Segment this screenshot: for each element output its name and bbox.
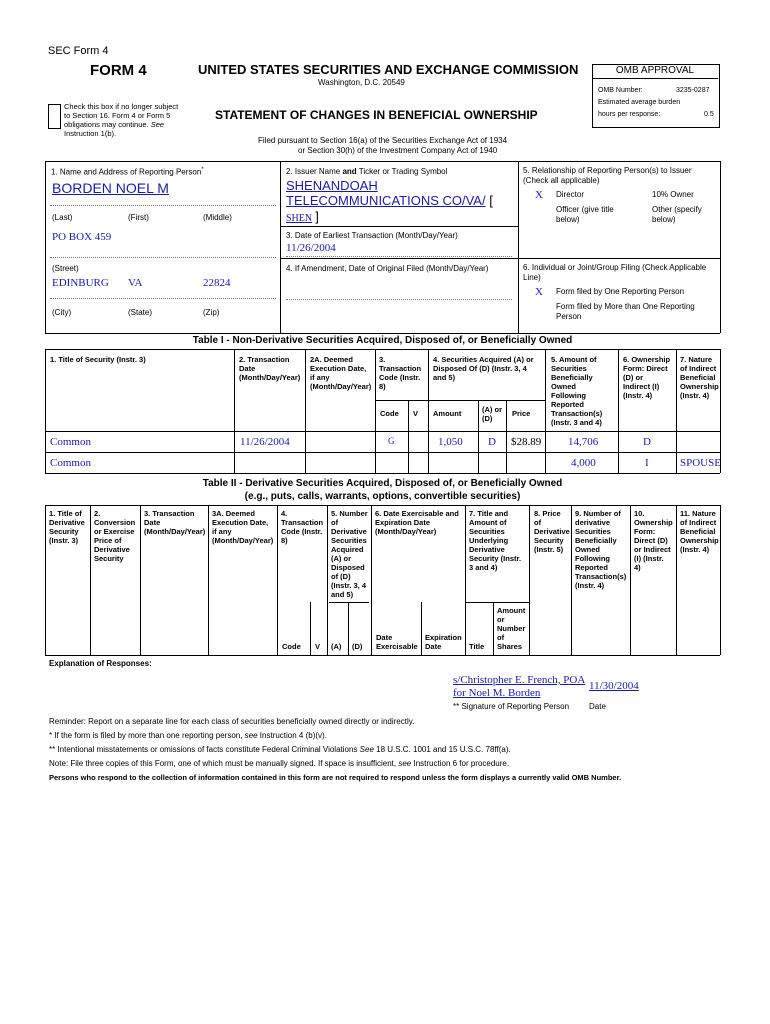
officer-label: Officer (give title below): [556, 205, 614, 224]
t2-col-date: 3. Transaction Date (Month/Day/Year): [144, 509, 206, 536]
issuer-name-link-line2[interactable]: TELECOMMUNICATIONS CO/VA/: [286, 193, 486, 208]
table1-title: Table I - Non-Derivative Securities Acquired, Disposed of, or Beneficially Owned: [192, 335, 573, 346]
earliest-transaction-label: 3. Date of Earliest Transaction (Month/Day/Year): [286, 231, 458, 240]
signature-label: ** Signature of Reporting Person: [453, 702, 570, 711]
t1-col-amount-owned: 5. Amount of Securities Beneficially Owned Following Reported Transaction(s) (Instr. 3 and 4): [551, 355, 603, 427]
filed-pursuant-line2: or Section 30(h) of the Investment Company Act of 1940: [298, 146, 498, 155]
more-persons-label: Form filed by More than One Reporting Person: [556, 302, 695, 321]
t1-col-ownership: 6. Ownership Form: Direct (D) or Indirect (I) (Instr. 4): [623, 355, 671, 400]
t1-sub-v: V: [413, 409, 419, 418]
t1-col-title: 1. Title of Security (Instr. 3): [50, 355, 146, 364]
ticker-link[interactable]: SHEN: [286, 213, 313, 224]
t2-col-deemed: 3A. Deemed Execution Date, if any (Month/Day/Year): [212, 509, 274, 545]
note-copies: Note: File three copies of this Form, one of which must be manually signed. If space is insufficient, see Instruction 6 for procedure.: [49, 759, 510, 768]
t1-row2-form: I: [645, 457, 649, 469]
zip-label: (Zip): [203, 308, 220, 317]
filing-type-label: 6. Individual or Joint/Group Filing (Check Applicable Line): [523, 263, 707, 282]
t2-sub-amount: Amount or Number of Shares: [497, 606, 526, 651]
t2-col-nature: 11. Nature of Indirect Beneficial Ownership (Instr. 4): [680, 509, 719, 554]
t2-sub-d: (D): [352, 642, 363, 651]
t1-sub-ad: (A) or (D): [482, 405, 502, 423]
t1-col-securities: 4. Securities Acquired (A) or Disposed Of (D) (Instr. 3, 4 and 5): [433, 355, 534, 382]
agency-city: Washington, D.C. 20549: [318, 78, 405, 87]
amendment-label: 4. If Amendment, Date of Original Filed (Month/Day/Year): [286, 264, 489, 273]
t1-row1-date: 11/26/2004: [240, 436, 290, 448]
t2-col-owned: 9. Number of derivative Securities Beneficially Owned Following Reported Transaction(s) (Instr. 4): [575, 509, 627, 590]
omb-number-value: 3235-0287: [676, 87, 710, 94]
t1-col-date: 2. Transaction Date (Month/Day/Year): [239, 355, 301, 382]
t2-col-ownership: 10. Ownership Form: Direct (D) or Indirect (I) (Instr. 4): [634, 509, 673, 572]
statement-title: STATEMENT OF CHANGES IN BENEFICIAL OWNERSHIP: [215, 108, 538, 122]
earliest-transaction-date: 11/26/2004: [286, 242, 336, 254]
form-title: FORM 4: [90, 62, 147, 79]
t1-row2-owned: 4,000: [571, 457, 596, 469]
t2-sub-date-exercisable: Date Exercisable: [376, 633, 418, 651]
first-label: (First): [128, 213, 149, 222]
table2-title: Table II - Derivative Securities Acquired, Disposed of, or Beneficially Owned (e.g., puts, calls, warrants, options, convertible securities): [202, 478, 563, 502]
signature-link[interactable]: s/Christopher E. French, POA for Noel M. Borden: [453, 674, 586, 699]
t1-sub-price: Price: [512, 409, 531, 418]
ticker-symbol: SHEN ]: [286, 209, 319, 224]
t1-row1-ad: D: [488, 436, 496, 448]
issuer-name-line2: TELECOMMUNICATIONS CO/VA/ [: [286, 193, 493, 208]
reminder-text: Reminder: Report on a separate line for each class of securities beneficially owned directly or indirectly.: [49, 717, 415, 726]
t2-sub-a: (A): [331, 642, 342, 651]
signature-date: 11/30/2004: [589, 680, 639, 692]
explanation-label: Explanation of Responses:: [49, 659, 152, 668]
omb-notice: Persons who respond to the collection of information contained in this form are not required to respond unless the form displays a currently valid OMB Number.: [49, 773, 622, 782]
t2-col-title: 1. Title of Derivative Security (Instr. 3): [49, 509, 85, 545]
note-misstatements: ** Intentional misstatements or omissions of facts constitute Federal Criminal Violations See 18 U.S.C. 1001 and 15 U.S.C. 78ff(a).: [49, 745, 511, 754]
city-value: EDINBURG: [52, 277, 109, 289]
t1-col-deemed: 2A. Deemed Execution Date, if any (Month/Day/Year): [310, 355, 372, 391]
street-label: (Street): [52, 264, 79, 273]
t2-col-exercisable: 6. Date Exercisable and Expiration Date (Month/Day/Year): [375, 509, 459, 536]
omb-number-label: OMB Number:: [598, 87, 643, 94]
street-value: PO BOX 459: [52, 231, 112, 243]
state-label: (State): [128, 308, 153, 317]
one-person-label: Form filed by One Reporting Person: [556, 287, 685, 296]
sec-form-label: SEC Form 4: [48, 45, 109, 57]
issuer-label: 2. Issuer Name and Ticker or Trading Symbol: [286, 167, 448, 176]
checkbox-instructions: Check this box if no longer subject to Section 16. Form 4 or Form 5 obligations may continue. See Instruction 1(b).: [64, 102, 179, 138]
t1-row2-title: Common: [50, 457, 91, 469]
t2-col-code: 4. Transaction Code (Instr. 8): [281, 509, 324, 545]
date-label: Date: [589, 702, 606, 711]
relationship-label: 5. Relationship of Reporting Person(s) to Issuer (Check all applicable): [523, 166, 692, 185]
t1-sub-amount: Amount: [433, 409, 462, 418]
director-label: Director: [556, 190, 585, 199]
omb-hours-label: hours per response:: [598, 111, 661, 118]
t1-row1-title: Common: [50, 436, 91, 448]
t2-col-price: 8. Price of Derivative Security (Instr. 5): [534, 509, 570, 554]
t1-row1-amount: 1,050: [438, 436, 463, 448]
t2-col-conversion: 2. Conversion or Exercise Price of Derivative Security: [94, 509, 136, 563]
director-mark[interactable]: X: [535, 189, 543, 201]
omb-burden-label: Estimated average burden: [598, 99, 681, 106]
t2-sub-expiration: Expiration Date: [425, 633, 462, 651]
ten-percent-owner-label: 10% Owner: [652, 190, 694, 199]
t2-col-number: 5. Number of Derivative Securities Acquired (A) or Disposed of (D) (Instr. 3, 4 and 5): [331, 509, 368, 599]
no-longer-subject-checkbox[interactable]: [48, 104, 61, 129]
city-label: (City): [52, 308, 72, 317]
reporting-person-name-link[interactable]: BORDEN NOEL M: [52, 180, 169, 196]
issuer-name-link-line1[interactable]: SHENANDOAH: [286, 178, 378, 193]
agency-title: UNITED STATES SECURITIES AND EXCHANGE COMMISSION: [198, 62, 579, 77]
t1-row1-form: D: [643, 436, 651, 448]
t1-col-code: 3. Transaction Code (Instr. 8): [379, 355, 422, 391]
filed-pursuant-line1: Filed pursuant to Section 16(a) of the Securities Exchange Act of 1934: [258, 136, 508, 145]
t1-col-nature: 7. Nature of Indirect Beneficial Ownership (Instr. 4): [680, 355, 719, 400]
t2-sub-v: V: [315, 642, 321, 651]
omb-hours-value: 0.5: [704, 111, 714, 118]
t2-col-underlying: 7. Title and Amount of Securities Underlying Derivative Security (Instr. 3 and 4): [469, 509, 522, 572]
middle-label: (Middle): [203, 213, 232, 222]
t1-row1-price: $28.89: [511, 436, 542, 448]
t1-sub-code: Code: [380, 409, 399, 418]
state-value: VA: [128, 277, 143, 289]
note-multiple-persons: * If the form is filed by more than one reporting person, see Instruction 4 (b)(v).: [49, 731, 327, 740]
t2-sub-title: Title: [469, 642, 485, 651]
zip-value: 22824: [203, 277, 231, 289]
omb-approval-title: OMB APPROVAL: [592, 64, 718, 79]
t1-row1-owned: 14,706: [568, 436, 599, 448]
other-label: Other (specify below): [652, 205, 702, 224]
last-label: (Last): [52, 213, 73, 222]
t1-row2-nature: SPOUSE: [680, 457, 721, 469]
t1-row1-code: G: [388, 436, 395, 446]
t2-sub-code: Code: [282, 642, 301, 651]
reporting-person-label: 1. Name and Address of Reporting Person*: [51, 167, 204, 177]
one-person-mark[interactable]: X: [535, 286, 543, 298]
